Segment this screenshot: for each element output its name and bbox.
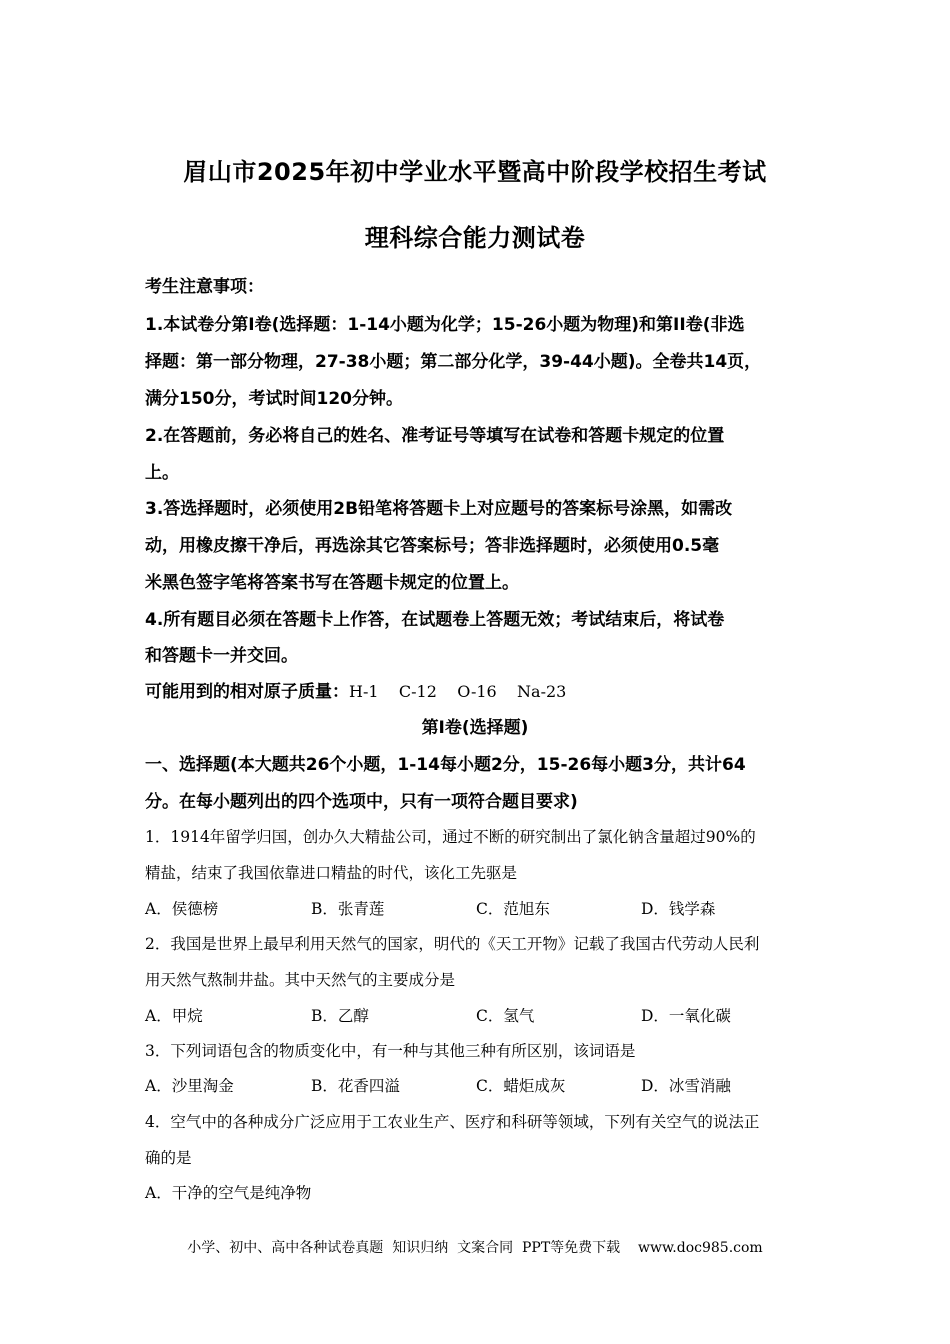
question-3-option-b: B．花香四溢 [311, 1077, 400, 1095]
question-3-stem: 3．下列词语包含的物质变化中，有一种与其他三种有所区别，该词语是 [145, 1042, 636, 1060]
question-2-option-b: B．乙醇 [311, 1007, 369, 1025]
question-1-option-a: A．侯德榜 [145, 900, 219, 918]
footer-text: 小学、初中、高中各种试卷真题 知识归纳 文案合同 PPT等免费下载 [187, 1240, 621, 1256]
notice-line: 择题：第一部分物理，27-38小题；第二部分化学，39-44小题)。全卷共14页， [145, 352, 762, 372]
notice-line: 上。 [145, 463, 179, 483]
section-instruction: 一、选择题(本大题共26个小题，1-14每小题2分，15-26每小题3分，共计64 [145, 755, 746, 775]
notice-heading: 考生注意事项： [145, 277, 264, 297]
question-2-stem: 2．我国是世界上最早利用天然气的国家，明代的《天工开物》记载了我国古代劳动人民利 [145, 935, 760, 953]
question-1-option-d: D．钱学森 [641, 900, 716, 918]
notice-line: 3.答选择题时，必须使用2B铅笔将答题卡上对应题号的答案标号涂黑，如需改 [145, 499, 733, 519]
question-1-stem: 1．1914年留学归国，创办久大精盐公司，通过不断的研究制出了氯化钠含量超过90%的 [145, 828, 756, 846]
question-4-option-a: A．干净的空气是纯净物 [145, 1184, 312, 1202]
question-2-stem: 用天然气熬制井盐。其中天然气的主要成分是 [145, 971, 456, 989]
notice-line: 满分150分，考试时间120分钟。 [145, 389, 403, 409]
notice-line: 动，用橡皮擦干净后，再选涂其它答案标号；答非选择题时，必须使用0.5毫 [145, 536, 720, 556]
question-2-option-a: A．甲烷 [145, 1007, 203, 1025]
question-2-option-d: D．一氧化碳 [641, 1007, 731, 1025]
notice-line: 4.所有题目必须在答题卡上作答，在试题卷上答题无效；考试结束后，将试卷 [145, 610, 725, 630]
exam-subtitle: 理科综合能力测试卷 [364, 224, 586, 252]
section-title: 第I卷(选择题) [421, 718, 529, 738]
question-1-stem: 精盐，结束了我国依靠进口精盐的时代，该化工先驱是 [145, 864, 518, 882]
section-instruction: 分。在每小题列出的四个选项中，只有一项符合题目要求) [145, 792, 578, 812]
atomic-mass-row [145, 677, 566, 702]
question-3-option-d: D．冰雪消融 [641, 1077, 731, 1095]
notice-line: 1.本试卷分第I卷(选择题：1-14小题为化学；15-26小题为物理)和第II卷(非选 [145, 315, 745, 335]
question-3-option-c: C．蜡炬成灰 [476, 1077, 566, 1095]
atomic-mass-values: H-1 C-12 O-16 Na-23 [349, 682, 567, 701]
notice-line: 和答题卡一并交回。 [145, 646, 298, 666]
notice-line: 米黑色签字笔将答案书写在答题卡规定的位置上。 [145, 573, 519, 593]
question-4-stem: 4．空气中的各种成分广泛应用于工农业生产、医疗和科研等领域，下列有关空气的说法正 [145, 1113, 760, 1131]
atomic-mass-label: 可能用到的相对原子质量： [145, 682, 349, 702]
question-1-option-b: B．张青莲 [311, 900, 385, 918]
question-2-option-c: C．氢气 [476, 1007, 535, 1025]
footer-url-link[interactable]: www.doc985.com [638, 1240, 763, 1256]
notice-line: 2.在答题前，务必将自己的姓名、准考证号等填写在试卷和答题卡规定的位置 [145, 426, 725, 446]
question-4-stem: 确的是 [145, 1149, 192, 1167]
page-footer [0, 1237, 950, 1257]
exam-title: 眉山市2025年初中学业水平暨高中阶段学校招生考试 [183, 158, 767, 186]
question-3-option-a: A．沙里淘金 [145, 1077, 234, 1095]
question-1-option-c: C．范旭东 [476, 900, 550, 918]
